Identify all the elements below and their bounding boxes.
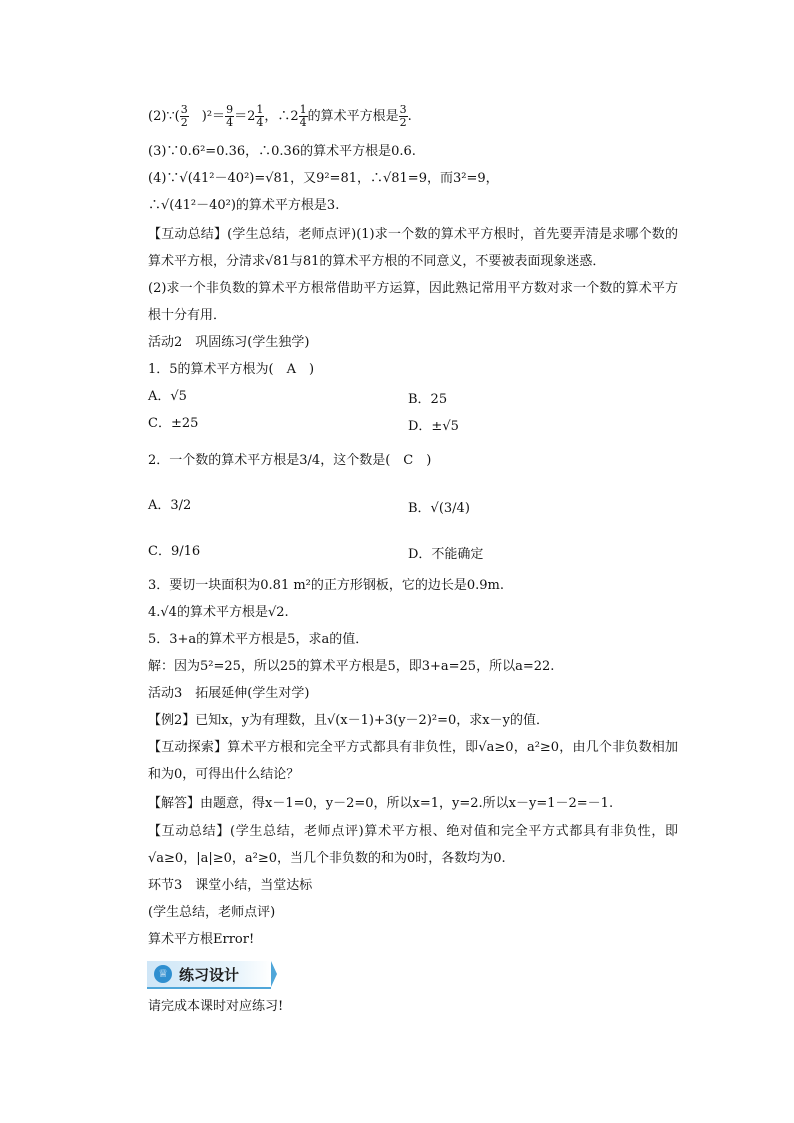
- question-1-option-c: C．±25: [148, 416, 199, 431]
- interactive-exploration: 【互动探索】算术平方根和完全平方式都具有非负性，即√a≥0，a²≥0，由几个非负数相加和为0，可得出什么结论？: [148, 740, 678, 782]
- final-instruction: 请完成本课时对应练习!: [148, 999, 284, 1014]
- exercise-design-banner: [147, 961, 271, 989]
- step-2-explanation: (2)∵( $\frac{3}{2}$ )²＝ $\frac{9}{4}$ ＝2 $\frac{1}{4}$ ，∴2 $\frac{1}{4}$ 的算术平方根是 $\frac{3}{2}$ .: [148, 103, 412, 129]
- trophy-icon: ♕: [154, 965, 172, 983]
- step-4-explanation: (4)∵√(41²－40²)=√81，又9²=81，∴√81=9，而3²=9，: [148, 171, 499, 186]
- question-2-option-a: A．3/2: [148, 498, 192, 513]
- step-3-heading: 环节3 课堂小结，当堂达标: [148, 878, 313, 893]
- question-1-option-b: B．25: [408, 392, 448, 407]
- question-2: 2．一个数的算术平方根是3/4，这个数是( C ): [148, 453, 432, 468]
- question-3: 3．要切一块面积为0.81 m²的正方形钢板，它的边长是0.9m.: [148, 578, 505, 593]
- question-2-option-b: B．√(3/4): [408, 501, 470, 516]
- step-3-explanation: (3)∵0.6²=0.36，∴0.36的算术平方根是0.6.: [148, 144, 416, 159]
- step-4-conclusion: ∴√(41²－40²)的算术平方根是3.: [148, 198, 340, 213]
- banner-label: 练习设计: [179, 966, 240, 984]
- answer: 【解答】由题意，得x－1=0，y－2=0，所以x=1，y=2.所以x－y=1－2=－1.: [148, 796, 614, 811]
- error-placeholder: 算术平方根Error!: [148, 932, 255, 947]
- activity-3-heading: 活动3 拓展延伸(学生对学): [148, 686, 310, 701]
- question-1-option-d: D．±√5: [408, 419, 459, 434]
- interactive-summary-2: (2)求一个非负数的算术平方根常借助平方运算，因此熟记常用平方数对求一个数的算术平方根十分有用．: [148, 281, 678, 323]
- question-5-solution: 解：因为5²=25，所以25的算术平方根是5，即3+a=25，所以a=22.: [148, 659, 555, 674]
- question-1-option-a: A．√5: [148, 389, 187, 404]
- activity-2-heading: 活动2 巩固练习(学生独学): [148, 335, 310, 350]
- interactive-summary-3: 【互动总结】(学生总结，老师点评)算术平方根、绝对值和完全平方式都具有非负性，即√a≥0，|a|≥0，a²≥0，当几个非负数的和为0时，各数均为0.: [148, 824, 678, 866]
- question-5: 5．3+a的算术平方根是5，求a的值．: [148, 632, 369, 647]
- question-2-option-d: D．不能确定: [408, 547, 484, 562]
- question-4: 4.√4的算术平方根是√2.: [148, 605, 289, 620]
- question-2-option-c: C．9/16: [148, 544, 201, 559]
- question-1: 1．5的算术平方根为( A ): [148, 362, 315, 377]
- example-2: 【例2】已知x，y为有理数，且√(x－1)+3(y－2)²=0，求x－y的值．: [148, 713, 549, 728]
- step-3-note: (学生总结，老师点评): [148, 905, 276, 920]
- interactive-summary-1: 【互动总结】(学生总结，老师点评)(1)求一个数的算术平方根时，首先要弄清是求哪个数的算术平方根，分清求√81与81的算术平方根的不同意义，不要被表面现象迷惑．: [148, 227, 678, 269]
